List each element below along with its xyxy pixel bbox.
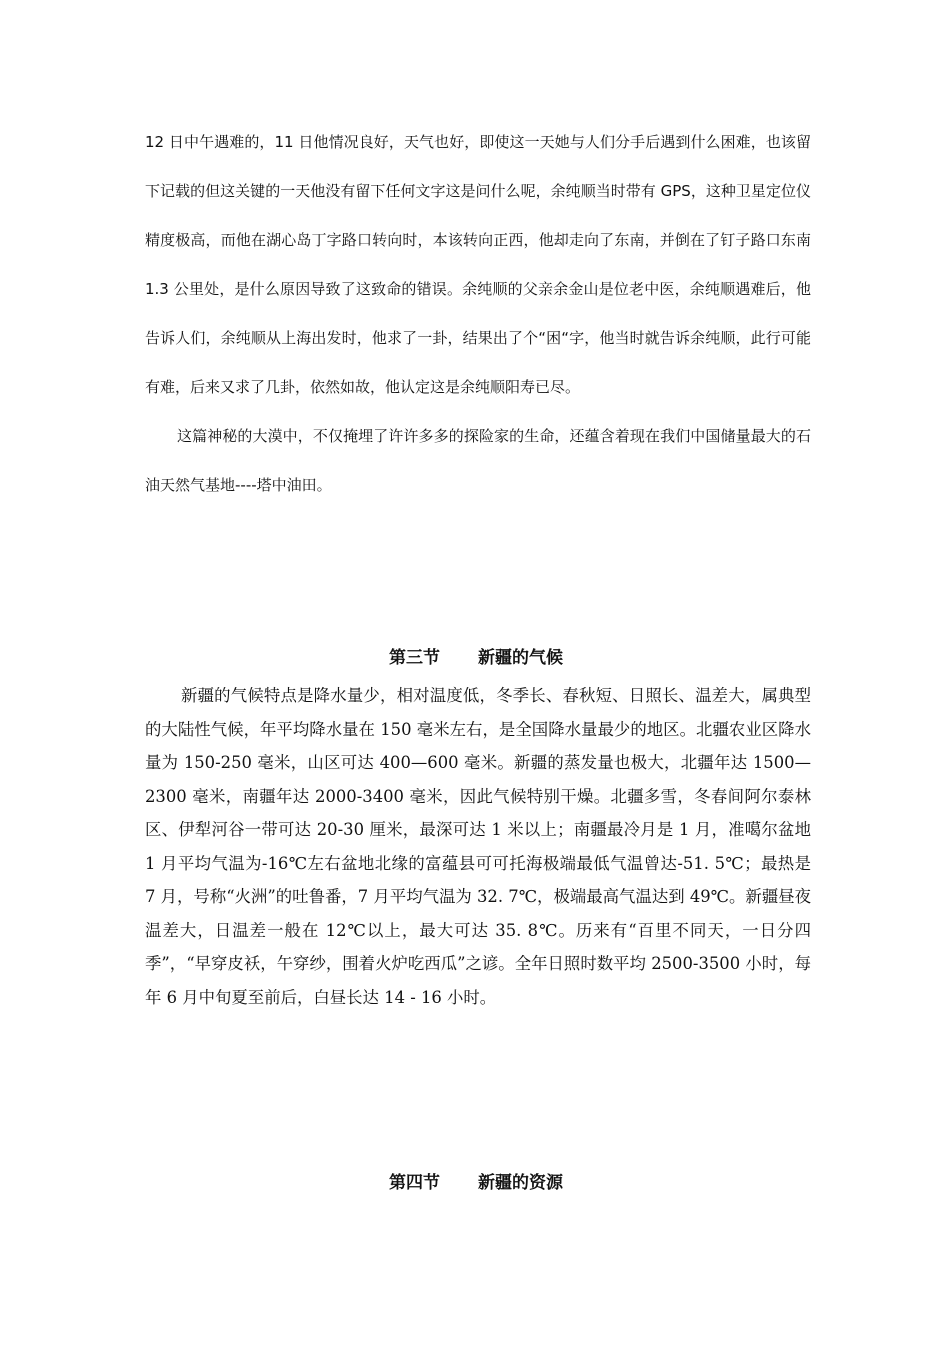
body-paragraph: 12 日中午遇难的，11 日他情况良好，天气也好，即使这一天她与人们分手后遇到什么困难，也该留下记载的但这关键的一天他没有留下任何文字这是问什么呢，余纯顺当时带有 GPS，这种卫星定位仪精度极高，而他在湖心岛丁字路口转向时，本该转向正西，他却走向了东南，并倒在了钉子路口东南 1.3 公里处，是什么原因导致了这致命的错误。余纯顺的父亲余金山是位老中医，余纯顺遇难后，他告诉人们，余纯顺从上海出发时，他求了一卦，结果出了个“困“字，他当时就告诉余纯顺，此行可能有难，后来又求了几卦，依然如故，他认定这是余纯顺阳寿已尽。 [145,133,811,396]
section-number: 第四节 [389,1173,440,1193]
section-title: 新疆的气候 [478,648,563,668]
section2-tail [145,118,811,510]
section-heading [0,1171,952,1195]
section3-body [145,679,811,1014]
body-paragraph: 新疆的气候特点是降水量少，相对温度低，冬季长、春秋短、日照长、温差大，属典型的大陆性气候，年平均降水量在 150 毫米左右，是全国降水量最少的地区。北疆农业区降水量为 150-250 毫米，山区可达 400—600 毫米。新疆的蒸发量也极大，北疆年达 1500—2300 毫米，南疆年达 2000-3400 毫米，因此气候特别干燥。北疆多雪，冬春间阿尔泰林区、伊犁河谷一带可达 20-30 厘米，最深可达 1 米以上；南疆最冷月是 1 月，准噶尔盆地 1 月平均气温为-16℃左右盆地北缘的富蕴县可可托海极端最低气温曾达-51. 5℃；最热是 7 月，号称“火洲”的吐鲁番，7 月平均气温为 32. 7℃，极端最高气温达到 49℃。新疆昼夜温差大，日温差一般在 12℃以上，最大可达 35. 8℃。历来有“百里不同天，一日分四季”，“早穿皮袄，午穿纱，围着火炉吃西瓜”之谚。全年日照时数平均 2500-3500 小时，每年 6 月中旬夏至前后，白昼长达 14 - 16 小时。 [145,686,811,1007]
section-title: 新疆的资源 [478,1173,563,1193]
section-heading [0,646,952,670]
section-number: 第三节 [389,648,440,668]
body-paragraph: 这篇神秘的大漠中，不仅掩埋了许许多多的探险家的生命，还蕴含着现在我们中国储量最大的石油天然气基地----塔中油田。 [145,427,811,494]
